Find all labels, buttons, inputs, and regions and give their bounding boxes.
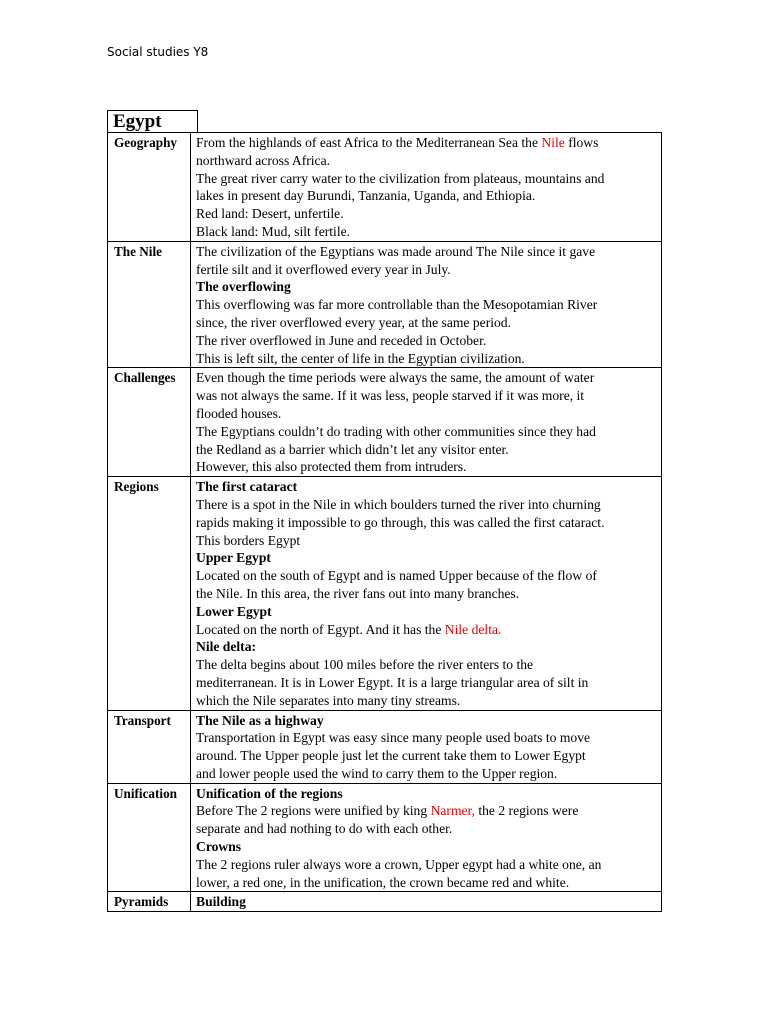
row-label: Transport bbox=[108, 710, 191, 783]
highlighted-term: Nile bbox=[541, 135, 565, 150]
text-segment: Even though the time periods were always the same, the amount of water bbox=[196, 370, 595, 386]
text-line bbox=[196, 369, 656, 387]
table-row bbox=[108, 783, 662, 892]
row-content bbox=[191, 892, 662, 912]
text-segment: rapids making it impossible to go through, this was called the first cataract. bbox=[196, 514, 605, 530]
text-segment: since, the river overflowed every year, at the same period. bbox=[196, 314, 511, 330]
subheading bbox=[196, 712, 656, 730]
text-line bbox=[196, 496, 656, 514]
text-segment: The river overflowed in June and receded in October. bbox=[196, 332, 487, 348]
highlighted-term: Nile delta. bbox=[444, 621, 502, 637]
text-segment: Unification of the regions bbox=[196, 785, 343, 801]
text-line bbox=[196, 820, 656, 838]
text-line bbox=[196, 405, 656, 423]
row-content bbox=[191, 133, 662, 242]
text-line bbox=[196, 314, 656, 332]
table-row bbox=[108, 477, 662, 710]
text-segment: lower, a red one, in the unification, the crown became red and white. bbox=[196, 874, 570, 890]
table-row bbox=[108, 892, 662, 912]
text-line bbox=[196, 802, 656, 820]
text-line bbox=[196, 332, 656, 350]
text-line bbox=[196, 187, 656, 205]
text-segment: Transportation in Egypt was easy since many people used boats to move bbox=[196, 730, 591, 746]
text-line bbox=[196, 585, 656, 603]
text-segment: lakes in present day Burundi, Tanzania, Uganda, and Ethiopia. bbox=[196, 188, 536, 204]
table-row bbox=[108, 710, 662, 783]
document-header: Social studies Y8 bbox=[107, 45, 209, 59]
text-line bbox=[196, 747, 656, 765]
text-segment: flooded houses. bbox=[196, 405, 282, 421]
text-line bbox=[196, 423, 656, 441]
text-segment: Crowns bbox=[196, 839, 242, 855]
text-segment: around. The Upper people just let the current take them to Lower Egypt bbox=[196, 748, 586, 764]
text-segment: Upper Egypt bbox=[196, 550, 271, 566]
text-segment: The overflowing bbox=[196, 279, 291, 295]
text-line bbox=[196, 729, 656, 747]
text-segment: The 2 regions ruler always wore a crown, Upper egypt had a white one, an bbox=[196, 856, 602, 872]
text-segment: From the highlands of east Africa to the Mediterranean Sea the bbox=[196, 135, 542, 150]
text-line bbox=[196, 243, 656, 261]
text-line bbox=[196, 692, 656, 710]
text-line bbox=[196, 532, 656, 550]
text-line bbox=[196, 441, 656, 459]
row-content bbox=[191, 783, 662, 892]
row-label: Geography bbox=[108, 133, 191, 242]
row-content bbox=[191, 241, 662, 368]
row-content bbox=[191, 710, 662, 783]
subheading bbox=[196, 478, 656, 496]
text-line bbox=[196, 674, 656, 692]
row-content bbox=[191, 477, 662, 710]
row-label: Unification bbox=[108, 783, 191, 892]
text-segment: flows bbox=[564, 135, 599, 150]
subheading bbox=[196, 603, 656, 621]
text-segment: was not always the same. If it was less, people starved if it was more, it bbox=[196, 388, 585, 404]
subheading bbox=[196, 893, 656, 911]
text-line bbox=[196, 387, 656, 405]
text-segment: Before The 2 regions were unified by king bbox=[196, 803, 431, 819]
highlighted-term: Narmer, bbox=[430, 803, 475, 819]
row-label: The Nile bbox=[108, 241, 191, 368]
text-segment: This overflowing was far more controllable than the Mesopotamian River bbox=[196, 297, 598, 313]
text-line bbox=[196, 765, 656, 783]
text-segment: which the Nile separates into many tiny streams. bbox=[196, 692, 461, 708]
table-row bbox=[108, 133, 662, 242]
text-line bbox=[196, 296, 656, 314]
text-line bbox=[196, 223, 656, 241]
text-line bbox=[196, 152, 656, 170]
text-segment: The first cataract bbox=[196, 479, 298, 495]
text-line bbox=[196, 261, 656, 279]
text-line bbox=[196, 856, 656, 874]
text-line bbox=[196, 205, 656, 223]
text-segment: This borders Egypt bbox=[196, 532, 301, 548]
text-segment: fertile silt and it overflowed every year in July. bbox=[196, 261, 451, 277]
subheading bbox=[196, 278, 656, 296]
text-segment: Located on the south of Egypt and is named Upper because of the flow of bbox=[196, 568, 597, 584]
text-segment: Red land: Desert, unfertile. bbox=[196, 206, 344, 222]
text-line bbox=[196, 621, 656, 639]
table-title: Egypt bbox=[107, 110, 198, 132]
row-content bbox=[191, 368, 662, 477]
text-segment: Building bbox=[196, 894, 246, 910]
text-segment: However, this also protected them from intruders. bbox=[196, 459, 467, 475]
text-segment: the 2 regions were bbox=[474, 803, 579, 819]
text-segment: The Egyptians couldn’t do trading with other communities since they had bbox=[196, 423, 596, 439]
text-line bbox=[196, 656, 656, 674]
subheading bbox=[196, 549, 656, 567]
row-label: Regions bbox=[108, 477, 191, 710]
text-line bbox=[196, 170, 656, 188]
text-segment: separate and had nothing to do with each other. bbox=[196, 821, 453, 837]
text-line bbox=[196, 514, 656, 532]
text-segment: and lower people used the wind to carry them to the Upper region. bbox=[196, 765, 558, 781]
text-segment: The delta begins about 100 miles before the river enters to the bbox=[196, 657, 534, 673]
text-segment: northward across Africa. bbox=[196, 152, 330, 168]
text-line bbox=[196, 567, 656, 585]
subheading bbox=[196, 785, 656, 803]
text-line bbox=[196, 350, 656, 368]
table-row bbox=[108, 241, 662, 368]
text-segment: the Redland as a barrier which didn’t let any visitor enter. bbox=[196, 441, 509, 457]
text-segment: mediterranean. It is in Lower Egypt. It is a large triangular area of silt in bbox=[196, 674, 589, 690]
row-label: Pyramids bbox=[108, 892, 191, 912]
row-label: Challenges bbox=[108, 368, 191, 477]
text-segment: Lower Egypt bbox=[196, 603, 272, 619]
text-line bbox=[196, 134, 656, 152]
text-segment: The great river carry water to the civilization from plateaus, mountains and bbox=[196, 170, 605, 186]
text-segment: the Nile. In this area, the river fans out into many branches. bbox=[196, 585, 520, 601]
text-segment: This is left silt, the center of life in the Egyptian civilization. bbox=[196, 350, 525, 366]
notes-table bbox=[107, 132, 662, 912]
text-segment: There is a spot in the Nile in which boulders turned the river into churning bbox=[196, 496, 601, 512]
text-segment: Located on the north of Egypt. And it has the bbox=[196, 621, 445, 637]
text-segment: Nile delta: bbox=[196, 639, 257, 655]
subheading bbox=[196, 838, 656, 856]
text-segment: Black land: Mud, silt fertile. bbox=[196, 223, 351, 239]
text-segment: The Nile as a highway bbox=[196, 712, 324, 728]
text-segment: The civilization of the Egyptians was made around The Nile since it gave bbox=[196, 243, 596, 259]
text-line bbox=[196, 458, 656, 476]
text-line bbox=[196, 874, 656, 892]
table-row bbox=[108, 368, 662, 477]
subheading bbox=[196, 638, 656, 656]
